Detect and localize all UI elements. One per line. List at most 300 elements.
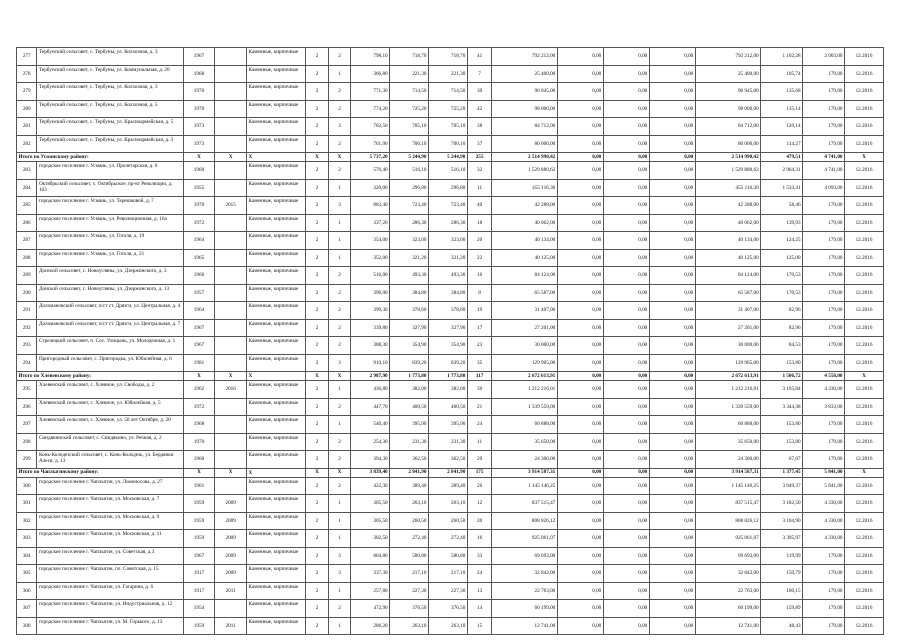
table-row bbox=[17, 65, 884, 83]
table-cell: 400,50 bbox=[428, 398, 467, 416]
table-cell: 12.2016 bbox=[845, 179, 884, 197]
row-number: 304 bbox=[17, 547, 37, 565]
address-cell: Доломановский сельсовет, п/ст ст. Дрязги, ул. Центральная, д. 4 bbox=[37, 302, 183, 320]
total-cell: 5 841,00 bbox=[803, 468, 845, 477]
table-cell: 221,30 bbox=[390, 65, 429, 83]
table-cell: 396,00 bbox=[351, 284, 390, 302]
table-cell: 0,00 bbox=[557, 179, 603, 197]
table-cell: 0,00 bbox=[603, 162, 649, 180]
table-cell: 2 bbox=[328, 398, 350, 416]
row-number: 295 bbox=[17, 381, 37, 399]
address-cell: городское поселение г. Чаплыгин, пл. Советская, д. 15 bbox=[37, 565, 183, 583]
row-number: 284 bbox=[17, 179, 37, 197]
table-cell: 376,50 bbox=[390, 600, 429, 618]
table-cell: 39 bbox=[467, 83, 492, 101]
table-cell: 3 bbox=[328, 547, 350, 565]
table-cell: 24 bbox=[467, 416, 492, 434]
table-cell: 1 339 559,00 bbox=[492, 398, 557, 416]
table-cell: 100,15 bbox=[761, 582, 803, 600]
table-row bbox=[17, 197, 884, 215]
table-cell: 395,90 bbox=[428, 416, 467, 434]
row-number: 286 bbox=[17, 214, 37, 232]
table-cell: 11 bbox=[467, 179, 492, 197]
address-cell: Тербунский сельсовет, с. Тербуны, ул. Красноармейская, д. 5 bbox=[37, 118, 183, 136]
table-cell: 376,50 bbox=[428, 600, 467, 618]
row-number: 288 bbox=[17, 249, 37, 267]
table-cell: 1970 bbox=[183, 100, 215, 118]
table-cell: 1 bbox=[328, 232, 350, 250]
table-cell: 42 288,00 bbox=[492, 197, 557, 215]
table-cell: 2 bbox=[306, 249, 328, 267]
row-number: 300 bbox=[17, 477, 37, 495]
table-cell: 2 bbox=[306, 565, 328, 583]
table-cell: 179,00 bbox=[803, 547, 845, 565]
table-cell: 0,00 bbox=[649, 232, 695, 250]
table-cell: 24 bbox=[467, 565, 492, 583]
table-cell: 1 bbox=[328, 512, 350, 530]
table-cell: 472,90 bbox=[351, 600, 390, 618]
table-cell: 25 400,00 bbox=[695, 65, 760, 83]
total-cell: 0,00 bbox=[603, 468, 649, 477]
table-cell: 0,00 bbox=[603, 530, 649, 548]
table-cell: 2 bbox=[328, 83, 350, 101]
table-cell: 493,30 bbox=[428, 267, 467, 285]
table-cell: 389,40 bbox=[390, 477, 429, 495]
table-cell: 883,40 bbox=[351, 197, 390, 215]
address-cell: городское поселение г. Усмань, ул. Революционная, д. 16а bbox=[37, 214, 183, 232]
table-cell: 4 330,00 bbox=[803, 495, 845, 513]
table-cell: Каменные, кирпичные bbox=[247, 249, 306, 267]
table-cell: 1 212 216,01 bbox=[492, 381, 557, 399]
table-cell: 12.2016 bbox=[845, 319, 884, 337]
table-cell: 422,30 bbox=[351, 477, 390, 495]
table-cell: 1 bbox=[328, 249, 350, 267]
table-cell bbox=[215, 302, 247, 320]
table-cell: 700,10 bbox=[428, 135, 467, 153]
table-cell: 1967 bbox=[183, 337, 215, 355]
table-cell: Каменные, кирпичные bbox=[247, 302, 306, 320]
table-cell: 2 bbox=[306, 398, 328, 416]
address-cell: Хлевенский сельсовет, с. Хлевное, ул. Юбилейная, д. 5 bbox=[37, 398, 183, 416]
table-cell bbox=[215, 100, 247, 118]
table-cell: 718,70 bbox=[390, 48, 429, 66]
table-cell: 153,80 bbox=[761, 416, 803, 434]
table-cell: 135,68 bbox=[761, 83, 803, 101]
table-cell: 0,00 bbox=[557, 197, 603, 215]
table-cell: Каменные, кирпичные bbox=[247, 337, 306, 355]
table-cell: 33 bbox=[467, 547, 492, 565]
table-cell: 1970 bbox=[183, 433, 215, 451]
total-cell: X bbox=[183, 468, 215, 477]
table-cell: 3 bbox=[328, 197, 350, 215]
table-cell: Каменные, кирпичные bbox=[247, 530, 306, 548]
row-number: 302 bbox=[17, 512, 37, 530]
table-cell: 2009 bbox=[215, 495, 247, 513]
table-cell: 798,10 bbox=[351, 48, 390, 66]
table-cell: 32 842,00 bbox=[695, 565, 760, 583]
table-cell: 179,00 bbox=[803, 600, 845, 618]
table-cell: Каменные, кирпичные bbox=[247, 118, 306, 136]
table-cell: 0,00 bbox=[649, 530, 695, 548]
table-cell: 352,00 bbox=[351, 249, 390, 267]
table-cell: 2 bbox=[328, 477, 350, 495]
row-number: 279 bbox=[17, 83, 37, 101]
table-cell: 12.2016 bbox=[845, 512, 884, 530]
table-cell: 3 344,38 bbox=[761, 398, 803, 416]
table-cell: 1972 bbox=[183, 214, 215, 232]
table-cell: 17 bbox=[467, 319, 492, 337]
row-number: 291 bbox=[17, 302, 37, 320]
table-cell: 1959 bbox=[183, 495, 215, 513]
table-cell: 0,00 bbox=[649, 381, 695, 399]
table-cell: 837 515,47 bbox=[492, 495, 557, 513]
table-cell: 179,00 bbox=[803, 100, 845, 118]
table-cell: 0,00 bbox=[649, 179, 695, 197]
table-cell: 27 201,00 bbox=[695, 319, 760, 337]
total-cell: 479,51 bbox=[761, 153, 803, 162]
table-cell: 41 bbox=[467, 48, 492, 66]
address-cell: Хлевенский сельсовет, с. Хлевное, ул. 50 лет Октября, д. 20 bbox=[37, 416, 183, 434]
table-cell: 1917 bbox=[183, 582, 215, 600]
table-cell: 260,50 bbox=[428, 512, 467, 530]
total-cell: 4 741,00 bbox=[803, 153, 845, 162]
row-number: 305 bbox=[17, 565, 37, 583]
table-cell: 159,89 bbox=[761, 600, 803, 618]
total-cell: X bbox=[183, 153, 215, 162]
table-cell: 4 330,00 bbox=[803, 381, 845, 399]
table-cell: 2 bbox=[306, 284, 328, 302]
table-cell: 48,43 bbox=[761, 617, 803, 635]
address-cell: городское поселение г. Чаплыгин, ул. Московская, д. 11 bbox=[37, 530, 183, 548]
address-cell: городское поселение г. Чаплыгин, ул. Советская, д.3 bbox=[37, 547, 183, 565]
table-cell: 382,00 bbox=[390, 381, 429, 399]
row-number: 280 bbox=[17, 100, 37, 118]
table-cell: 40 062,00 bbox=[492, 214, 557, 232]
table-cell: 227,30 bbox=[390, 582, 429, 600]
table-cell: 260,50 bbox=[390, 512, 429, 530]
table-cell: 2 bbox=[328, 600, 350, 618]
table-cell: 40 125,00 bbox=[492, 249, 557, 267]
table-cell: 2 bbox=[306, 135, 328, 153]
total-cell: 0,00 bbox=[603, 153, 649, 162]
table-cell: 0,00 bbox=[649, 495, 695, 513]
table-cell bbox=[215, 451, 247, 469]
table-cell: Каменные, кирпичные bbox=[247, 451, 306, 469]
table-row bbox=[17, 179, 884, 197]
table-cell: 2 bbox=[306, 477, 328, 495]
table-cell: 320,00 bbox=[351, 179, 390, 197]
table-cell: 12.2016 bbox=[845, 197, 884, 215]
table-cell: 0,00 bbox=[649, 302, 695, 320]
table-cell: 2 bbox=[306, 547, 328, 565]
table-cell: 0,00 bbox=[603, 302, 649, 320]
table-cell: 2 bbox=[328, 135, 350, 153]
table-cell: 362,50 bbox=[428, 451, 467, 469]
table-cell: 378,60 bbox=[390, 302, 429, 320]
total-cell: 2 987,90 bbox=[351, 372, 390, 381]
table-cell: 1959 bbox=[183, 530, 215, 548]
total-cell: 0,00 bbox=[649, 468, 695, 477]
table-cell: 69 693,00 bbox=[492, 547, 557, 565]
row-number: 292 bbox=[17, 319, 37, 337]
table-cell: 153,80 bbox=[761, 354, 803, 372]
table-cell: 1 212 216,01 bbox=[695, 381, 760, 399]
table-cell bbox=[215, 477, 247, 495]
table-cell: 12.2016 bbox=[845, 267, 884, 285]
total-cell: X bbox=[328, 372, 350, 381]
table-cell: 0,00 bbox=[603, 477, 649, 495]
table-cell: 1973 bbox=[183, 118, 215, 136]
total-cell: 1 773,80 bbox=[428, 372, 467, 381]
table-cell: 1 145 146,25 bbox=[492, 477, 557, 495]
table-cell: 179,00 bbox=[803, 451, 845, 469]
table-cell: 354,90 bbox=[428, 337, 467, 355]
table-cell: 378,60 bbox=[428, 302, 467, 320]
table-cell: 395,90 bbox=[390, 416, 429, 434]
table-cell: 0,00 bbox=[603, 600, 649, 618]
table-cell: 337,20 bbox=[351, 214, 390, 232]
table-cell: Каменные, кирпичные bbox=[247, 433, 306, 451]
table-cell: 129 965,00 bbox=[695, 354, 760, 372]
table-cell: 2 bbox=[306, 319, 328, 337]
table-cell bbox=[215, 232, 247, 250]
total-cell: X bbox=[247, 468, 306, 477]
table-cell: 1972 bbox=[183, 398, 215, 416]
table-cell: 0,00 bbox=[603, 319, 649, 337]
table-cell: 19 bbox=[467, 302, 492, 320]
table-cell: 0,00 bbox=[649, 416, 695, 434]
table-cell: 0,00 bbox=[603, 451, 649, 469]
table-row bbox=[17, 162, 884, 180]
table-cell: 231,30 bbox=[428, 433, 467, 451]
table-cell bbox=[215, 284, 247, 302]
table-cell: 286,20 bbox=[351, 617, 390, 635]
address-cell: Донской сельсовет, с. Новоугляны, ул. Дзержинского, д. 3 bbox=[37, 267, 183, 285]
table-cell: 0,00 bbox=[603, 547, 649, 565]
table-cell: 3 bbox=[328, 565, 350, 583]
table-cell: 12.2016 bbox=[845, 302, 884, 320]
table-cell: 2 bbox=[328, 162, 350, 180]
table-cell: 20 bbox=[467, 512, 492, 530]
table-cell: 16 bbox=[467, 267, 492, 285]
total-cell: 1 506,72 bbox=[761, 372, 803, 381]
table-row bbox=[17, 600, 884, 618]
table-cell: 5 841,00 bbox=[803, 477, 845, 495]
table-cell: 179,00 bbox=[803, 83, 845, 101]
table-cell: 179,00 bbox=[803, 433, 845, 451]
row-number: 301 bbox=[17, 495, 37, 513]
address-cell: Синдякинский сельсовет, с. Синдякино, ул. Речная, д. 2 bbox=[37, 433, 183, 451]
address-cell: Доломановский сельсовет, п/ст ст. Дрязги, ул. Центральная, д. 7 bbox=[37, 319, 183, 337]
address-cell: городское поселение г. Чаплыгин, ул. Индустриальная, д. 12 bbox=[37, 600, 183, 618]
table-cell: 0,00 bbox=[557, 416, 603, 434]
table-cell: 0,00 bbox=[557, 302, 603, 320]
table-cell: 23 bbox=[467, 337, 492, 355]
table-cell: 0,00 bbox=[603, 354, 649, 372]
table-cell: 35 650,00 bbox=[492, 433, 557, 451]
table-cell: 1 bbox=[328, 179, 350, 197]
table-cell: 1968 bbox=[183, 65, 215, 83]
row-number: 281 bbox=[17, 118, 37, 136]
table-cell: Каменные, кирпичные bbox=[247, 319, 306, 337]
table-cell: 21 bbox=[467, 398, 492, 416]
table-cell: 31 407,00 bbox=[492, 302, 557, 320]
table-cell: 18 bbox=[467, 214, 492, 232]
total-cell: X bbox=[306, 468, 328, 477]
table-cell: 718,70 bbox=[428, 48, 467, 66]
total-cell: 117 bbox=[467, 372, 492, 381]
row-number: 303 bbox=[17, 530, 37, 548]
table-cell: 0,00 bbox=[557, 83, 603, 101]
table-cell: 0,00 bbox=[557, 100, 603, 118]
table-cell: 82,96 bbox=[761, 302, 803, 320]
table-cell: 1966 bbox=[183, 267, 215, 285]
table-cell: 1970 bbox=[183, 197, 215, 215]
table-cell: 12 bbox=[467, 495, 492, 513]
table-cell: 4 093,00 bbox=[803, 179, 845, 197]
row-number: 283 bbox=[17, 162, 37, 180]
table-cell: Каменные, кирпичные bbox=[247, 477, 306, 495]
table-cell: 2 bbox=[306, 337, 328, 355]
table-cell: 129 965,00 bbox=[492, 354, 557, 372]
table-cell: 0,00 bbox=[649, 582, 695, 600]
row-number: 308 bbox=[17, 617, 37, 635]
table-cell: 84 712,00 bbox=[492, 118, 557, 136]
table-cell: Каменные, кирпичные bbox=[247, 267, 306, 285]
table-cell: 65 587,00 bbox=[695, 284, 760, 302]
table-row bbox=[17, 451, 884, 469]
table-cell: 2 bbox=[328, 100, 350, 118]
table-row bbox=[17, 582, 884, 600]
total-cell: X bbox=[247, 153, 306, 162]
table-cell: 4 741,00 bbox=[803, 162, 845, 180]
table-row bbox=[17, 319, 884, 337]
total-cell: X bbox=[306, 372, 328, 381]
table-cell: 263,10 bbox=[390, 617, 429, 635]
table-cell: 37 bbox=[467, 135, 492, 153]
table-cell: 1960 bbox=[183, 162, 215, 180]
table-cell: 42 288,00 bbox=[695, 197, 760, 215]
row-number: 278 bbox=[17, 65, 37, 83]
table-cell: Каменные, кирпичные bbox=[247, 100, 306, 118]
table-cell: 399,30 bbox=[351, 302, 390, 320]
total-label: Итого по Чаплыгинскому району: bbox=[17, 468, 184, 477]
table-cell: 14 bbox=[467, 600, 492, 618]
table-cell: 0,00 bbox=[649, 617, 695, 635]
total-cell: 255 bbox=[467, 153, 492, 162]
total-cell: 2 514 990,42 bbox=[492, 153, 557, 162]
table-cell: 723,40 bbox=[390, 197, 429, 215]
table-cell: 2 bbox=[328, 48, 350, 66]
table-cell: 2 bbox=[306, 232, 328, 250]
table-cell: 179,00 bbox=[803, 197, 845, 215]
table-cell: 12.2016 bbox=[845, 477, 884, 495]
table-cell: 321,20 bbox=[428, 249, 467, 267]
table-cell: 2 bbox=[306, 214, 328, 232]
table-cell: 12.2016 bbox=[845, 398, 884, 416]
table-cell: 82,96 bbox=[761, 319, 803, 337]
table-cell: 2015 bbox=[215, 197, 247, 215]
table-cell: 3 395,97 bbox=[761, 530, 803, 548]
table-cell: Каменные, кирпичные bbox=[247, 617, 306, 635]
table-cell: 0,00 bbox=[649, 319, 695, 337]
table-cell: 2 bbox=[306, 495, 328, 513]
table-cell: 323,00 bbox=[390, 232, 429, 250]
table-cell: 0,00 bbox=[603, 83, 649, 101]
total-cell: 2 514 990,42 bbox=[695, 153, 760, 162]
table-cell: 2 bbox=[306, 179, 328, 197]
table-cell: 105,74 bbox=[761, 65, 803, 83]
table-cell: 32 bbox=[467, 162, 492, 180]
table-cell: 1962 bbox=[183, 381, 215, 399]
table-cell: 153,80 bbox=[761, 433, 803, 451]
table-cell: 2 bbox=[306, 354, 328, 372]
table-cell: 12.2016 bbox=[845, 135, 884, 153]
table-cell: 700,10 bbox=[390, 135, 429, 153]
total-cell: X bbox=[215, 372, 247, 381]
table-cell: Каменные, кирпичные bbox=[247, 65, 306, 83]
table-cell: 3 833,00 bbox=[803, 398, 845, 416]
total-cell: X bbox=[845, 153, 884, 162]
table-cell: 0,00 bbox=[603, 381, 649, 399]
register-table bbox=[16, 47, 884, 635]
table-cell: 0,00 bbox=[557, 214, 603, 232]
table-cell: 12.2016 bbox=[845, 100, 884, 118]
address-cell: Стрелецкий сельсовет, п. Сос. Улицынь, ул. Молодежная, д. 1 bbox=[37, 337, 183, 355]
table-cell: 2 bbox=[306, 381, 328, 399]
total-cell: 0,00 bbox=[557, 153, 603, 162]
table-cell: 2 964,31 bbox=[761, 162, 803, 180]
total-cell: 3 839,40 bbox=[351, 468, 390, 477]
table-cell: 1 339 559,00 bbox=[695, 398, 760, 416]
row-number: 298 bbox=[17, 433, 37, 451]
table-cell bbox=[215, 600, 247, 618]
table-cell: 69 693,00 bbox=[695, 547, 760, 565]
table-cell: 1964 bbox=[183, 232, 215, 250]
table-cell: 0,00 bbox=[557, 433, 603, 451]
table-cell: 84 124,00 bbox=[695, 267, 760, 285]
address-cell: Тербунский сельсовет, с. Тербуны, ул. Колхозная, д. 5 bbox=[37, 100, 183, 118]
table-cell: 3 165,84 bbox=[761, 381, 803, 399]
total-cell: X bbox=[247, 372, 306, 381]
total-cell: X bbox=[845, 468, 884, 477]
table-cell: Каменные, кирпичные bbox=[247, 83, 306, 101]
table-cell: 98 000,00 bbox=[492, 100, 557, 118]
table-cell: 0,00 bbox=[649, 135, 695, 153]
address-cell: Донской сельсовет, с. Новоугляны, ул. Дзержинского, д. 13 bbox=[37, 284, 183, 302]
table-cell: 0,00 bbox=[603, 267, 649, 285]
table-cell: 2016 bbox=[215, 381, 247, 399]
table-cell: 1981 bbox=[183, 354, 215, 372]
table-cell: 125,00 bbox=[761, 249, 803, 267]
table-cell: 0,00 bbox=[649, 48, 695, 66]
table-cell: 0,00 bbox=[649, 65, 695, 83]
table-cell: 0,00 bbox=[649, 267, 695, 285]
total-label: Итого по Усманскому району: bbox=[17, 153, 184, 162]
table-cell: 1967 bbox=[183, 319, 215, 337]
table-cell: 1965 bbox=[183, 249, 215, 267]
table-cell: 27 201,00 bbox=[492, 319, 557, 337]
total-cell: X bbox=[306, 153, 328, 162]
table-cell: 179,00 bbox=[803, 416, 845, 434]
table-cell: 2 bbox=[306, 416, 328, 434]
table-cell: 1961 bbox=[183, 477, 215, 495]
table-cell: 179,00 bbox=[803, 319, 845, 337]
table-cell: 0,00 bbox=[603, 197, 649, 215]
table-cell: 12.2016 bbox=[845, 547, 884, 565]
table-cell: 1 529 880,62 bbox=[492, 162, 557, 180]
table-cell: 0,00 bbox=[649, 197, 695, 215]
